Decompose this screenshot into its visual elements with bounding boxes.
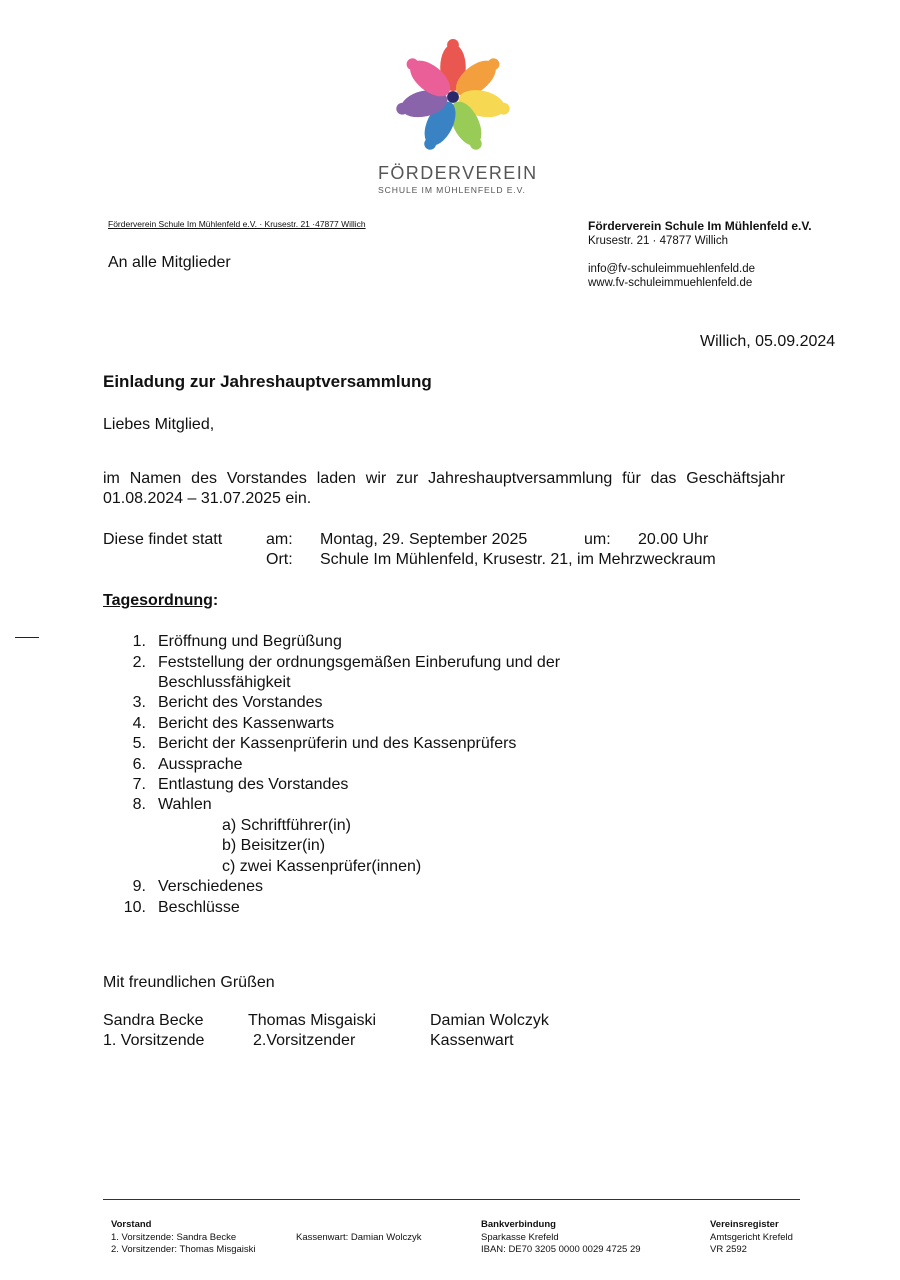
intro-paragraph: im Namen des Vorstandes laden wir zur Jahreshauptversammlung für das Geschäftsjahr 01.08.2024 – 31.07.2025 ein. — [103, 470, 785, 507]
signature-role: 1. Vorsitzende — [103, 1032, 205, 1049]
signature-name: Damian Wolczyk — [430, 1012, 549, 1029]
letter-date: Willich, 05.09.2024 — [700, 333, 836, 350]
salutation: Liebes Mitglied, — [103, 416, 215, 433]
agenda-item: Entlastung des Vorstandes — [158, 776, 349, 793]
signature-role: 2.Vorsitzender — [253, 1032, 356, 1049]
signature-role: Kassenwart — [430, 1032, 514, 1049]
agenda-heading-text: Tagesordnung — [103, 592, 213, 609]
fold-mark — [15, 637, 39, 638]
footer-register-number: VR 2592 — [710, 1244, 747, 1255]
venue-time-value: 20.00 Uhr — [638, 531, 709, 548]
closing-phrase: Mit freundlichen Grüßen — [103, 974, 275, 991]
venue-lead: Diese findet statt — [103, 531, 223, 548]
agenda-item-number: 7. — [132, 776, 146, 793]
agenda-item: Eröffnung und Begrüßung — [158, 633, 342, 650]
agenda-item-number: 10. — [123, 899, 146, 916]
sender-return-address: Förderverein Schule Im Mühlenfeld e.V. · Krusestr. 21 ·47877 Willich — [108, 219, 366, 229]
agenda-item-number: 2. — [132, 654, 146, 671]
venue-time-label: um: — [584, 531, 611, 548]
letter-subject: Einladung zur Jahreshauptversammlung — [103, 372, 432, 391]
agenda-sub-item: c) zwei Kassenprüfer(innen) — [222, 858, 422, 875]
recipient-address: An alle Mitglieder — [108, 254, 231, 271]
footer-bank-name: Sparkasse Krefeld — [481, 1232, 559, 1243]
agenda-item: Verschiedenes — [158, 878, 263, 895]
agenda-item-number: 1. — [132, 633, 146, 650]
agenda-item: Feststellung der ordnungsgemäßen Einberufung und der — [158, 654, 561, 671]
venue-location-value: Schule Im Mühlenfeld, Krusestr. 21, im Mehrzweckraum — [320, 551, 716, 568]
footer-bank-heading: Bankverbindung — [481, 1219, 556, 1230]
agenda-item: Wahlen — [158, 796, 212, 813]
agenda-item: Bericht des Kassenwarts — [158, 715, 335, 732]
agenda-item-number: 3. — [132, 694, 146, 711]
footer-treasurer: Kassenwart: Damian Wolczyk — [296, 1232, 422, 1243]
footer-iban: IBAN: DE70 3205 0000 0029 4725 29 — [481, 1244, 641, 1255]
org-website: www.fv-schuleimmuehlenfeld.de — [588, 277, 753, 289]
footer-board-heading: Vorstand — [111, 1219, 152, 1230]
org-email: info@fv-schuleimmuehlenfeld.de — [588, 263, 756, 275]
org-address: Krusestr. 21 · 47877 Willich — [588, 235, 728, 247]
agenda-sub-item: a) Schriftführer(in) — [222, 817, 351, 834]
agenda-item: Beschlüsse — [158, 899, 240, 916]
logo-title: FÖRDERVEREIN — [378, 163, 538, 183]
agenda-item-number: 5. — [132, 735, 146, 752]
agenda-heading — [103, 592, 218, 610]
footer-chair2: 2. Vorsitzender: Thomas Misgaiski — [111, 1244, 256, 1255]
agenda-sub-item: b) Beisitzer(in) — [222, 837, 326, 854]
agenda-item: Aussprache — [158, 756, 243, 773]
footer-register-court: Amtsgericht Krefeld — [710, 1232, 793, 1243]
agenda-heading-colon: : — [212, 592, 219, 609]
agenda-item: Bericht der Kassenprüferin und des Kassenprüfers — [158, 735, 517, 752]
logo-subtitle: SCHULE IM MÜHLENFELD E.V. — [378, 185, 526, 195]
agenda-item: Bericht des Vorstandes — [158, 694, 323, 711]
venue-location-label: Ort: — [266, 551, 293, 568]
signature-name: Thomas Misgaiski — [248, 1012, 377, 1029]
agenda-item-number: 6. — [132, 756, 146, 773]
association-logo-icon — [394, 38, 512, 156]
org-name: Förderverein Schule Im Mühlenfeld e.V. — [588, 219, 812, 233]
venue-date-label: am: — [266, 531, 293, 548]
agenda-item-number: 4. — [132, 715, 146, 732]
agenda-item-number: 8. — [132, 796, 146, 813]
footer-chair1: 1. Vorsitzende: Sandra Becke — [111, 1232, 237, 1243]
footer-divider — [103, 1199, 800, 1200]
agenda-item-continuation: Beschlussfähigkeit — [158, 674, 291, 691]
footer-register-heading: Vereinsregister — [710, 1219, 779, 1230]
agenda-item-number: 9. — [132, 878, 146, 895]
venue-date-value: Montag, 29. September 2025 — [320, 531, 528, 548]
signature-name: Sandra Becke — [103, 1012, 204, 1029]
